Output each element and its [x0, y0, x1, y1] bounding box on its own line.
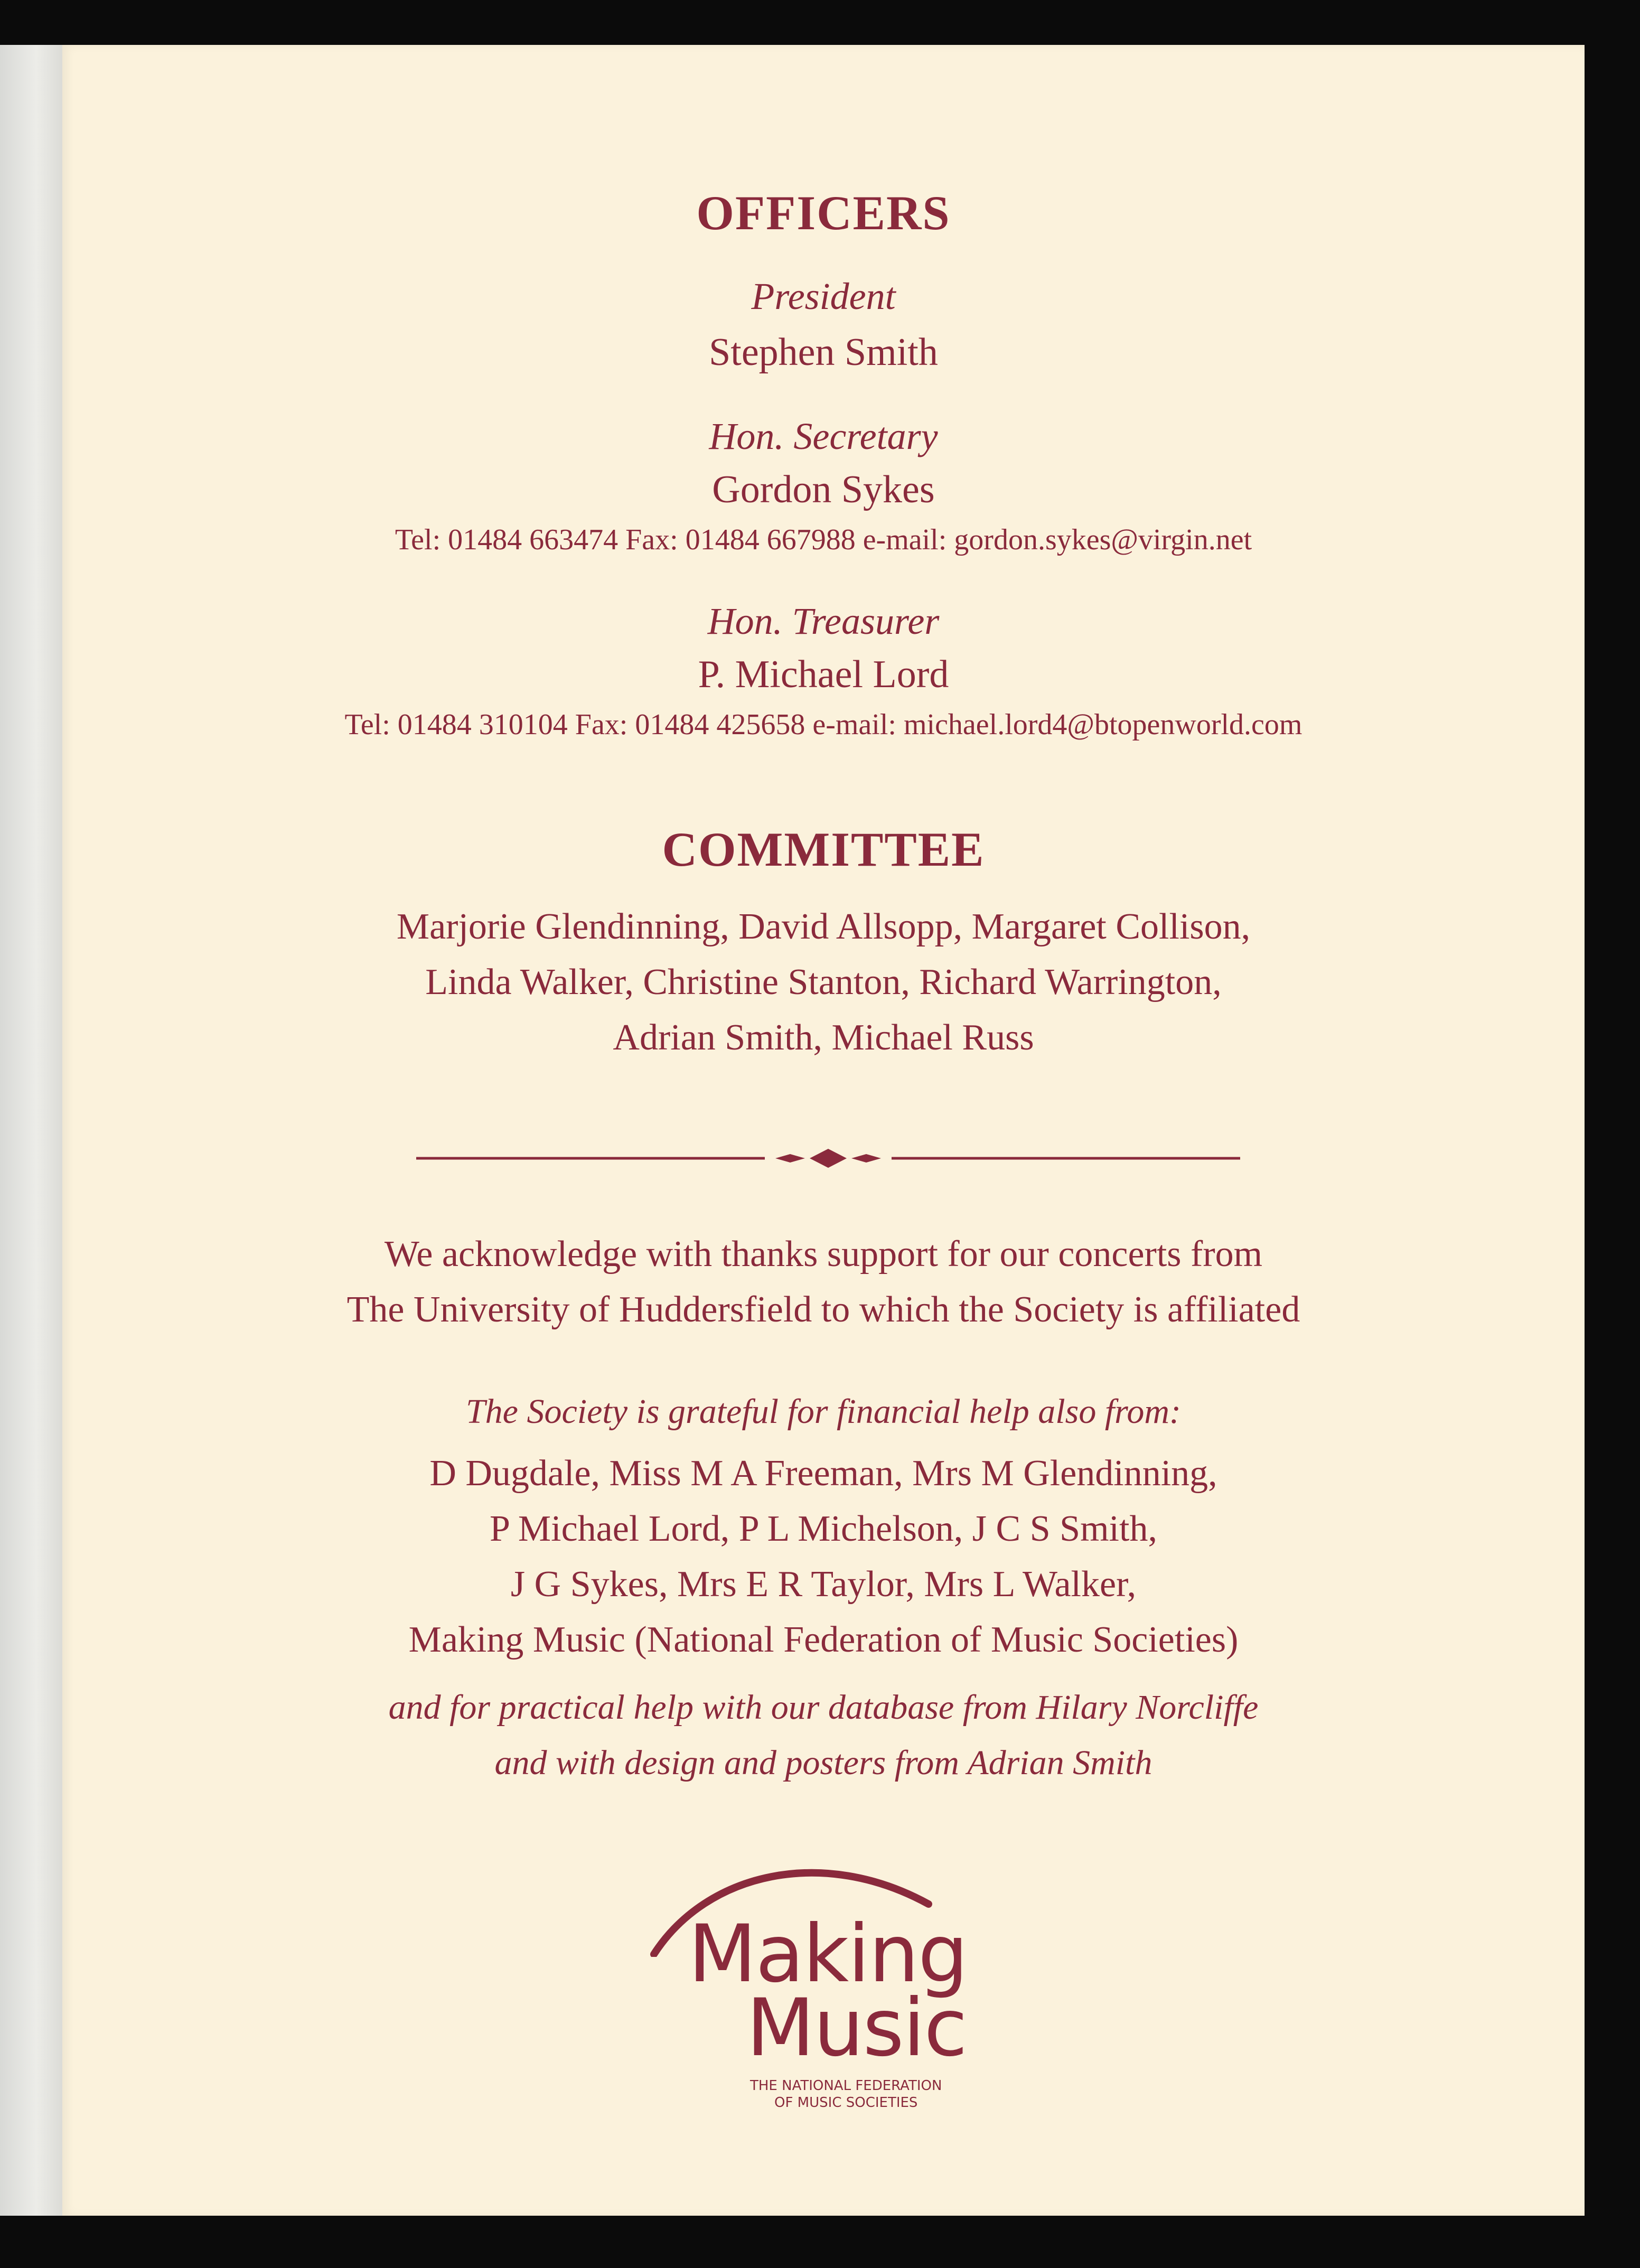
- treasurer-name: P. Michael Lord: [698, 653, 949, 696]
- secretary-name: Gordon Sykes: [712, 468, 935, 511]
- acknowledgement-line: We acknowledge with thanks support for our concerts from: [384, 1234, 1263, 1274]
- logo-word-making: Making: [688, 1908, 968, 2000]
- treasurer-role: Hon. Treasurer: [707, 600, 940, 642]
- committee-line: Linda Walker, Christine Stanton, Richard Warrington,: [425, 962, 1222, 1002]
- ornamental-divider: [416, 1148, 1240, 1169]
- practical-help-line: and with design and posters from Adrian Smith: [494, 1744, 1152, 1782]
- financial-help-intro: The Society is grateful for financial help also from:: [465, 1392, 1182, 1431]
- logo-word-music: Music: [746, 1982, 967, 2074]
- donor-line: D Dugdale, Miss M A Freeman, Mrs M Glendinning,: [429, 1453, 1217, 1494]
- donor-line: J G Sykes, Mrs E R Taylor, Mrs L Walker,: [510, 1564, 1137, 1605]
- acknowledgement-line: The University of Huddersfield to which the Society is affiliated: [346, 1289, 1300, 1330]
- practical-help-line: and for practical help with our database from Hilary Norcliffe: [388, 1688, 1259, 1727]
- donor-line: P Michael Lord, P L Michelson, J C S Smith,: [490, 1508, 1157, 1549]
- committee-line: Adrian Smith, Michael Russ: [613, 1017, 1034, 1058]
- logo-subtitle-2: OF MUSIC SOCIETIES: [774, 2095, 918, 2111]
- treasurer-contact: Tel: 01484 310104 Fax: 01484 425658 e-mail: michael.lord4@btopenworld.com: [344, 708, 1302, 741]
- donor-line: Making Music (National Federation of Music Societies): [408, 1619, 1239, 1660]
- officers-heading: OFFICERS: [696, 186, 951, 240]
- president-name: Stephen Smith: [709, 331, 938, 374]
- logo-subtitle-1: THE NATIONAL FEDERATION: [750, 2078, 942, 2094]
- booklet-spine: [0, 45, 66, 2216]
- secretary-contact: Tel: 01484 663474 Fax: 01484 667988 e-mail: gordon.sykes@virgin.net: [395, 523, 1252, 556]
- making-music-logo: [633, 1851, 1034, 2179]
- programme-page: [62, 45, 1585, 2216]
- president-role: President: [751, 275, 896, 317]
- committee-heading: COMMITTEE: [662, 822, 985, 876]
- secretary-role: Hon. Secretary: [709, 415, 938, 457]
- committee-line: Marjorie Glendinning, David Allsopp, Margaret Collison,: [396, 906, 1251, 947]
